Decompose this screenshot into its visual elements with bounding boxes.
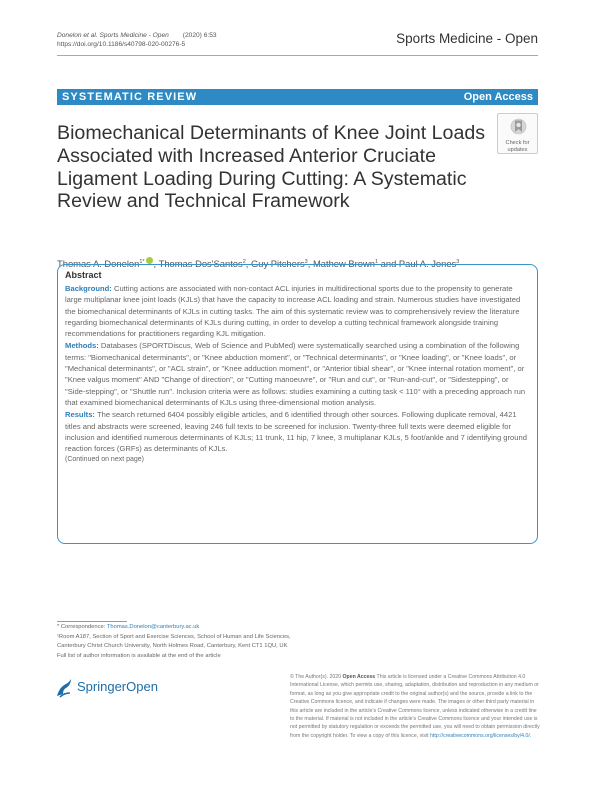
journal-name: Sports Medicine - Open	[396, 31, 538, 46]
open-access-label: Open Access	[463, 91, 533, 103]
check-for-updates-badge[interactable]	[497, 113, 538, 154]
author-affiliation-sup: 3	[456, 259, 460, 265]
author-affiliation-sup: 3	[304, 259, 308, 265]
abstract-heading: Abstract	[65, 270, 102, 280]
publisher-brand: Springer	[77, 679, 127, 694]
section-text: Cutting actions are associated with non-contact ACL injuries in multidirectional sports due to the propensity to generate large multiplanar knee joint loads (KJLs) that have the capacity to increase ACL loading and strain. Numerous studies have investigated the biomechanical determinants of KJLs in cutting tasks. The aim of this systematic review was to comprehensively review the literature regarding biomechanical determinants of KJLs during cutting, in order to develop a cutting technical framework alongside training recommendations for practitioners regarding KJL mitigation.	[65, 284, 521, 339]
author-affiliation-sup: 2	[242, 259, 246, 265]
updates-label: updates	[507, 146, 528, 153]
bookmark-check-icon	[510, 118, 527, 138]
abstract-results	[65, 409, 530, 454]
license-open-access: Open Access	[342, 674, 376, 680]
correspondence-footnote	[57, 623, 297, 662]
author-list: Thomas A. Donelon$^{1*}$ , Thomas Dos'Santos$^2$, Guy Pitchers$^3$, Mathew Brown$^1$ and Paul A. Jones$^3$	[57, 258, 460, 269]
check-for-label: Check for	[505, 140, 530, 146]
springer-horse-icon	[54, 677, 74, 699]
article-type-banner	[57, 89, 538, 105]
correspondence-label: * Correspondence:	[57, 624, 106, 630]
doi-link[interactable]: https://doi.org/10.1186/s40798-020-00276-5	[57, 41, 186, 48]
author-name: Guy Pitchers	[251, 258, 305, 269]
copyright-prefix: © The Author(s). 2020	[290, 674, 342, 680]
section-label: Background:	[65, 284, 112, 293]
license-url[interactable]: http://creativecommons.org/licenses/by/4.0/.	[430, 732, 532, 739]
author-info-note: Full list of author information is available at the end of the article	[57, 653, 221, 660]
author-name: Thomas A. Donelon	[57, 258, 140, 269]
author-name: Thomas Dos'Santos	[158, 258, 243, 269]
article-title: Biomechanical Determinants of Knee Joint Loads Associated with Increased Anterior Cruciate Ligament Loading During Cutting: A Systematic Review and Technical Framework	[57, 122, 486, 213]
author-name: Paul A. Jones	[398, 258, 457, 269]
article-type: SYSTEMATIC REVIEW	[62, 91, 198, 103]
footnote-divider	[57, 621, 127, 622]
section-label: Results:	[65, 410, 95, 420]
section-text: The search returned 6404 possibly eligible articles, and 6 identified through other sources. Following duplicate removal, 4421 titles and abstracts were screened, leaving 246 full texts to be screened for inclusion. Twenty-three full texts were deemed eligible for inclusion and identified numerous determinants of KJLs; 11 trunk, 11 hip, 7 knee, 3 multiplanar KJLs, 5 foot/ankle and 7 identifying ground reaction forces (GRFs) as determinants of KJLs.	[65, 410, 527, 454]
abstract-methods	[65, 340, 530, 408]
section-text: Databases (SPORTDiscus, Web of Science and PubMed) were systematically searched using a combination of the following terms: "Biomechanical determinants", or "Knee abduction moment", or "Technical determinants", or "Knee loading", or "Knee loads", or "Mechanical determinants", or "ACL strain", or "Knee adduction moment", or "Anterior tibial shear", or "Knee internal rotation moment", or "Knee valgus moment" AND "Change of direction", or "Cutting manoeuvre", or "Run and cut", or "Run-and-cut", or "Sidestepping", or "Side-stepping", or "Shuttle run". Inclusion criteria were as follows: studies examining a cutting task < 110° with a preceding approach run that examined biomechanical determinants of KJLs using three-dimensional motion analysis.	[65, 341, 526, 407]
abstract-box	[57, 264, 538, 544]
journal-citation: Donelon et al. Sports Medicine - Open	[57, 32, 169, 39]
springer-open-logo	[54, 675, 224, 701]
author-affiliation-sup: 1	[374, 259, 379, 265]
year-volume: (2020) 6:53	[182, 32, 217, 39]
author-affiliation-sup: 1*	[139, 259, 145, 265]
publisher-brand-suffix: Open	[126, 679, 158, 694]
license-statement	[290, 673, 540, 740]
section-label: Methods:	[65, 341, 99, 351]
author-name: Mathew Brown	[312, 258, 375, 269]
header-divider	[57, 55, 538, 56]
abstract-background	[65, 283, 530, 339]
correspondence-email[interactable]: Thomas.Donelon@canterbury.ac.uk	[106, 624, 200, 630]
license-body: This article is licensed under a Creative Commons Attribution 4.0 International License, which permits use, sharing, adaptation, distribution and reproduction in any medium or format, as long as you give appropriate credit to the original author(s) and the source, provide a link to the Creative Commons licence, and indicate if changes were made. The images or other third party material in this article are included in the article's Creative Commons licence, unless indicated otherwise in a credit line to the material. If material is not included in the article's Creative Commons licence and your intended use is not permitted by statutory regulation or exceeds the permitted use, you will need to obtain permission directly from the copyright holder. To view a copy of this licence, visit	[290, 674, 540, 739]
affiliation-text: ¹Room A187, Section of Sport and Exercise Sciences, School of Human and Life Sciences, Canterbury Christ Church University, North Holmes Road, Canterbury, Kent CT1 1QU, UK	[57, 633, 291, 650]
orcid-icon[interactable]	[146, 257, 153, 264]
continued-note: (Continued on next page)	[65, 456, 144, 464]
running-header	[57, 31, 217, 49]
